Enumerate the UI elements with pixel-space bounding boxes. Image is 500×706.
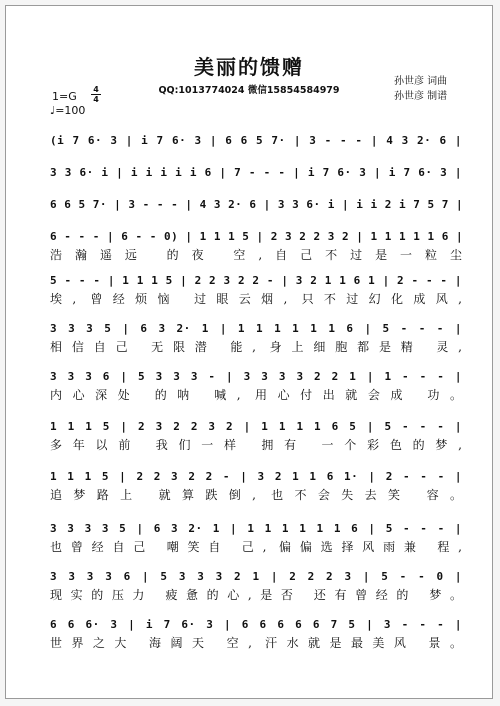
score-sheet bbox=[5, 5, 493, 699]
lyric-line: 相信自己 无限潜 能, 身上细胞都是精 灵, bbox=[50, 340, 462, 354]
arranger-credit: 孙世彦 制谱 bbox=[394, 91, 448, 102]
lyric-line: 现实的压力 疲惫的心,是否 还有曾经的 梦。 bbox=[50, 588, 462, 602]
lyricist-composer-credit: 孙世彦 词曲 bbox=[394, 76, 448, 87]
tempo-marking: ♩=100 bbox=[50, 104, 86, 117]
notation-line: 3 3 3 5 | 6 3 2· 1 | 1 1 1 1 1 1 6 | 5 - - - | bbox=[50, 322, 462, 335]
notation-line: 1 1 1 5 | 2 3 2 2 3 2 | 1 1 1 1 6 5 | 5 - - - | bbox=[50, 420, 462, 433]
lyric-line: 也曾经自己 嘲笑自 己, 偏偏选择风雨兼 程, bbox=[50, 540, 462, 554]
notation-line: 6 6 5 7· | 3 - - - | 4 3 2· 6 | 3 3 6· i | i i 2 i 7 5 7 | bbox=[50, 198, 464, 211]
time-signature bbox=[91, 85, 101, 104]
key-signature: 1=G bbox=[52, 90, 77, 103]
notation-line: 5 - - - | 1 1 1 5 | 2 2 3 2 2 - | 3 2 1 1 6 1 | 2 - - - | bbox=[50, 274, 462, 287]
notation-line: 1 1 1 5 | 2 2 3 2 2 - | 3 2 1 1 6 1· | 2 - - - | bbox=[50, 470, 462, 483]
notation-line: 6 6 6· 3 | i 7 6· 3 | 6 6 6 6 6 7 5 | 3 - - - | bbox=[50, 618, 462, 631]
lyric-line: 埃, 曾经烦恼 过眼云烟, 只不过幻化成风, bbox=[50, 292, 462, 306]
notation-line: 3 3 3 3 5 | 6 3 2· 1 | 1 1 1 1 1 1 6 | 5 - - - | bbox=[50, 522, 462, 535]
time-signature-top: 4 bbox=[93, 85, 99, 94]
lyric-line: 追梦路上 就算跌倒, 也不会失去笑 容。 bbox=[50, 488, 462, 502]
lyric-line: 多年以前 我们一样 拥有 一个彩色的梦, bbox=[50, 438, 462, 452]
contact-info: QQ:1013774024 微信15854584979 bbox=[158, 85, 340, 96]
time-signature-bottom: 4 bbox=[91, 94, 101, 104]
notation-line: 3 3 6· i | i i i i i 6 | 7 - - - | i 7 6· 3 | i 7 6· 3 | bbox=[50, 166, 462, 179]
notation-line: 3 3 3 3 6 | 5 3 3 3 2 1 | 2 2 2 3 | 5 - - 0 | bbox=[50, 570, 462, 583]
notation-line: 3 3 3 6 | 5 3 3 3 - | 3 3 3 3 2 2 1 | 1 - - - | bbox=[50, 370, 462, 383]
lyric-line: 浩瀚遥远 的夜 空,自己不过是一粒尘 bbox=[50, 248, 462, 262]
notation-line: 6 - - - | 6 - - 0) | 1 1 1 5 | 2 3 2 2 3 2 | 1 1 1 1 1 6 | bbox=[50, 230, 464, 243]
song-title: 美丽的馈赠 bbox=[194, 55, 304, 79]
lyric-line: 内心深处 的呐 喊, 用心付出就会成 功。 bbox=[50, 388, 462, 402]
notation-line: (i 7 6· 3 | i 7 6· 3 | 6 6 5 7· | 3 - - - | 4 3 2· 6 | bbox=[50, 134, 462, 147]
lyric-line: 世界之大 海阔天 空, 汗水就是最美风 景。 bbox=[50, 636, 462, 650]
